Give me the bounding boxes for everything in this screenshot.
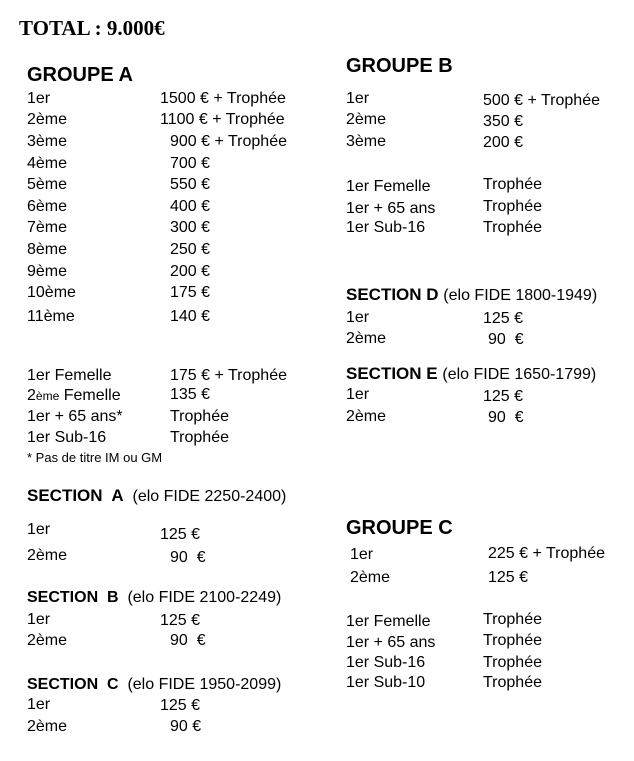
section-d-prize: 125 € xyxy=(483,310,524,327)
groupe-a-special-prize: Trophée xyxy=(170,408,229,425)
groupe-a-place: 10ème xyxy=(27,284,76,301)
section-b-header xyxy=(27,589,281,607)
groupe-b-special-place: 1er + 65 ans xyxy=(346,200,436,217)
groupe-a-place: 4ème xyxy=(27,155,68,172)
groupe-c-prize: 225 € + Trophée xyxy=(488,545,605,562)
groupe-a-special-prize: Trophée xyxy=(170,429,229,446)
groupe-a-prize: 175 € xyxy=(170,284,211,301)
section-e-place: 2ème xyxy=(346,408,387,425)
section-b-prize: 90 € xyxy=(170,632,206,649)
groupe-c-special-place: 1er + 65 ans xyxy=(346,634,436,651)
groupe-a-title: GROUPE A xyxy=(27,64,133,86)
groupe-b-prize: 500 € + Trophée xyxy=(483,92,600,109)
section-e-place: 1er xyxy=(346,386,370,403)
groupe-c-special-place: 1er Sub-16 xyxy=(346,654,426,671)
section-c-header xyxy=(27,676,281,694)
section-b-prize: 125 € xyxy=(160,612,201,629)
section-e-elo: (elo FIDE 1650-1799) xyxy=(442,366,597,383)
groupe-a-place: 3ème xyxy=(27,133,68,150)
groupe-c-special-place: 1er Sub-10 xyxy=(346,674,426,691)
groupe-a-prize: 200 € xyxy=(170,263,211,280)
groupe-c-special-prize: Trophée xyxy=(483,611,542,628)
section-a-header xyxy=(27,486,286,506)
section-d-elo: (elo FIDE 1800-1949) xyxy=(443,287,598,304)
section-d-prize: 90 € xyxy=(488,331,524,348)
section-d-place: 1er xyxy=(346,309,370,326)
section-c-prize: 125 € xyxy=(160,697,201,714)
groupe-a-footnote: * Pas de titre IM ou GM xyxy=(27,450,163,465)
total-heading: TOTAL : 9.000€ xyxy=(19,16,165,40)
section-a-title: SECTION A xyxy=(27,486,124,505)
groupe-b-special-prize: Trophée xyxy=(483,219,542,236)
place-number: 2 xyxy=(27,387,36,404)
section-c-prize: 90 € xyxy=(170,718,202,735)
section-c-place: 2ème xyxy=(27,718,68,735)
groupe-b-title: GROUPE B xyxy=(346,55,453,77)
groupe-a-prize: 550 € xyxy=(170,176,211,193)
groupe-c-prize: 125 € xyxy=(488,569,529,586)
groupe-a-special-place: 1er Femelle xyxy=(27,367,112,384)
groupe-a-special-prize: 135 € xyxy=(170,386,211,403)
section-a-prize: 125 € xyxy=(160,526,201,543)
section-a-prize: 90 € xyxy=(170,549,206,566)
section-c-place: 1er xyxy=(27,696,51,713)
groupe-a-prize: 1500 € + Trophée xyxy=(160,90,286,107)
groupe-c-special-prize: Trophée xyxy=(483,674,542,691)
groupe-c-title: GROUPE C xyxy=(346,517,453,539)
section-b-elo: (elo FIDE 2100-2249) xyxy=(127,589,282,606)
groupe-b-special-place: 1er Femelle xyxy=(346,178,431,195)
groupe-a-special-place: 1er + 65 ans* xyxy=(27,408,123,425)
groupe-a-prize: 400 € xyxy=(170,198,211,215)
groupe-b-special-prize: Trophée xyxy=(483,198,542,215)
groupe-b-place: 1er xyxy=(346,90,370,107)
groupe-b-place: 3ème xyxy=(346,133,387,150)
section-d-header xyxy=(346,285,597,305)
groupe-b-prize: 200 € xyxy=(483,134,524,151)
groupe-a-place: 6ème xyxy=(27,198,68,215)
groupe-a-prize: 300 € xyxy=(170,219,211,236)
groupe-a-place: 8ème xyxy=(27,241,68,258)
groupe-a-prize: 140 € xyxy=(170,308,211,325)
groupe-c-place: 1er xyxy=(350,546,374,563)
groupe-a-place: 2ème xyxy=(27,111,68,128)
groupe-c-special-prize: Trophée xyxy=(483,632,542,649)
section-a-place: 1er xyxy=(27,521,51,538)
section-b-place: 1er xyxy=(27,611,51,628)
groupe-a-place: 1er xyxy=(27,90,51,107)
section-b-place: 2ème xyxy=(27,632,68,649)
groupe-c-place: 2ème xyxy=(350,569,391,586)
groupe-b-place: 2ème xyxy=(346,111,387,128)
groupe-b-special-prize: Trophée xyxy=(483,176,542,193)
groupe-a-special-prize: 175 € + Trophée xyxy=(170,367,287,384)
section-c-elo: (elo FIDE 1950-2099) xyxy=(127,676,282,693)
groupe-a-place: 11ème xyxy=(27,308,75,325)
place-category: Femelle xyxy=(59,387,121,404)
section-d-title: SECTION D xyxy=(346,285,439,304)
groupe-a-place: 9ème xyxy=(27,263,68,280)
section-b-title: SECTION B xyxy=(27,589,119,606)
section-d-place: 2ème xyxy=(346,330,387,347)
section-a-place: 2ème xyxy=(27,547,68,564)
groupe-a-place: 7ème xyxy=(27,219,68,236)
groupe-a-prize: 250 € xyxy=(170,241,211,258)
groupe-a-prize: 700 € xyxy=(170,155,211,172)
section-a-elo: (elo FIDE 2250-2400) xyxy=(132,488,287,505)
section-e-header xyxy=(346,364,596,384)
groupe-b-special-place: 1er Sub-16 xyxy=(346,219,426,236)
section-e-title: SECTION E xyxy=(346,364,438,383)
section-e-prize: 125 € xyxy=(483,388,524,405)
place-ordinal: ème xyxy=(35,389,60,403)
section-e-prize: 90 € xyxy=(488,409,524,426)
section-c-title: SECTION C xyxy=(27,676,119,693)
groupe-c-special-prize: Trophée xyxy=(483,654,542,671)
groupe-a-special-place: 1er Sub-16 xyxy=(27,429,107,446)
groupe-a-special-place xyxy=(27,387,121,405)
groupe-a-prize: 1100 € + Trophée xyxy=(160,111,285,128)
groupe-a-prize: 900 € + Trophée xyxy=(170,133,287,150)
groupe-a-place: 5ème xyxy=(27,176,68,193)
groupe-b-prize: 350 € xyxy=(483,113,524,130)
groupe-c-special-place: 1er Femelle xyxy=(346,613,431,630)
